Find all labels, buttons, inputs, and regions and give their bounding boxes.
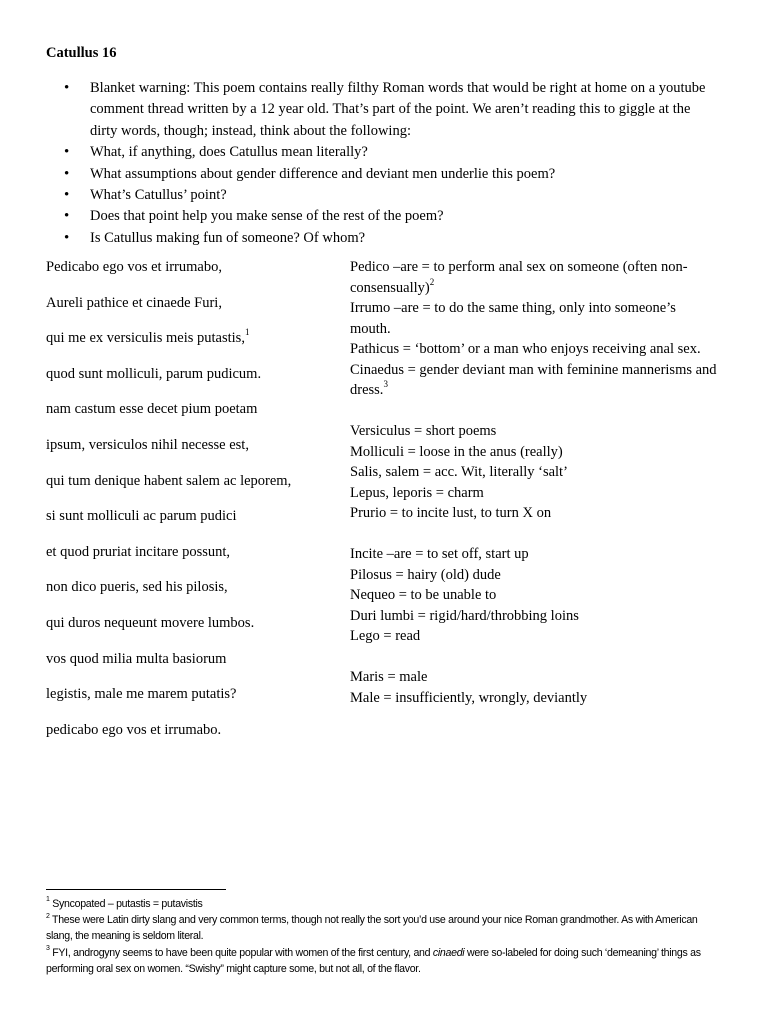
glossary-entry: Duri lumbi = rigid/hard/throbbing loins [350,607,579,624]
glossary-group [350,544,720,647]
bullet-item: • Is Catullus making fun of someone? Of whom? [46,228,706,249]
poem-line: pedicabo ego vos et irrumabo. [46,721,222,738]
glossary-entry: Maris = male [350,669,428,685]
poem-line: Aureli pathice et cinaede Furi, [46,294,222,311]
footnote-1: $^1$ Syncopated – putastis = putavistis [46,896,203,910]
glossary-entry: Versiculus = short poems [350,423,497,439]
bullet-item: • What assumptions about gender difference and deviant men underlie this poem? [46,164,706,185]
poem-line: legistis, male me marem putatis? [46,686,237,703]
glossary-entry: Molliculi = loose in the anus (really) [350,443,563,460]
footnote-3: $^3$ FYI, androgyny seems to have been quite popular with women of the first century, and cinaedi were so-labeled for doing such ‘demeaning’ things as performing oral sex on women. “Swishy” might capture some, but not all, of the flavor. [46,945,701,975]
glossary-entry: Pilosus = hairy (old) dude [350,566,501,583]
glossary-entry: Pedico –are = to perform anal sex on someone (often non-consensually)$^2$ [350,259,688,296]
emphasized-term: cinaedi [432,946,465,959]
glossary-entry: Prurio = to incite lust, to turn X on [350,505,552,521]
footnote-2: $^2$ These were Latin dirty slang and very common terms, though not really the sort you’d use around your nice Roman grandmother. As with American slang, the meaning is seldom literal. [46,912,698,943]
poem-line: vos quod milia multa basiorum [46,650,227,667]
footnote-ref: 3 [383,379,388,390]
footnote-ref: 1 [244,327,250,338]
glossary-entry: Cinaedus = gender deviant man with feminine mannerisms and dress.$^3$ [350,361,717,398]
footnote-number: 1 [46,896,50,904]
poem-line: qui tum denique habent salem ac leporem, [46,472,292,489]
poem-line: qui me ex versiculis meis putastis,$^1$ [46,327,250,347]
footnote-divider [46,889,226,890]
glossary-group [350,667,720,708]
glossary-group [350,257,720,401]
poem-line: et quod pruriat incitare possunt, [46,543,231,560]
bullet-item: • What’s Catullus’ point? [46,185,706,206]
glossary-group [350,421,720,524]
footnotes [46,896,726,977]
glossary-entry: Salis, salem = acc. Wit, literally ‘salt’ [350,464,568,480]
bullet-item: • Does that point help you make sense of the rest of the poem? [46,206,706,227]
glossary-entry: Lego = read [350,628,421,644]
footnote-ref: 2 [429,276,435,287]
bullet-item: • What, if anything, does Catullus mean literally? [46,142,706,163]
footnote-number: 3 [46,945,50,953]
poem-line: non dico pueris, sed his pilosis, [46,579,228,596]
poem-line: quod sunt molliculi, parum pudicum. [46,365,262,382]
poem-line: ipsum, versiculos nihil necesse est, [46,436,249,453]
bullet-item: • Blanket warning: This poem contains really filthy Roman words that would be right at home on a youtube comment thread written by a 12 year old. That’s part of the point. We aren’t reading this to giggle at the dirty words, though; instead, think about the following: [46,78,706,142]
poem-line: si sunt molliculi ac parum pudici [46,508,237,525]
glossary-entry: Male = insufficiently, wrongly, deviantly [350,689,588,706]
poem-latin-text [46,257,336,755]
footnote-number: 2 [46,912,50,920]
poem-line: nam castum esse decet pium poetam [46,401,258,418]
glossary-entry: Lepus, leporis = charm [350,484,484,501]
glossary-entry: Nequeo = to be unable to [350,587,497,603]
vocabulary-glossary [350,257,720,729]
poem-line: qui duros nequeunt movere lumbos. [46,614,255,631]
question-list [46,78,706,249]
glossary-entry: Irrumo –are = to do the same thing, only into someone’s mouth. [350,300,676,337]
page-title: Catullus 16 [46,45,117,61]
glossary-entry: Incite –are = to set off, start up [350,546,529,562]
glossary-entry: Pathicus = ‘bottom’ or a man who enjoys receiving anal sex. [350,341,701,357]
poem-line: Pedicabo ego vos et irrumabo, [46,259,222,275]
